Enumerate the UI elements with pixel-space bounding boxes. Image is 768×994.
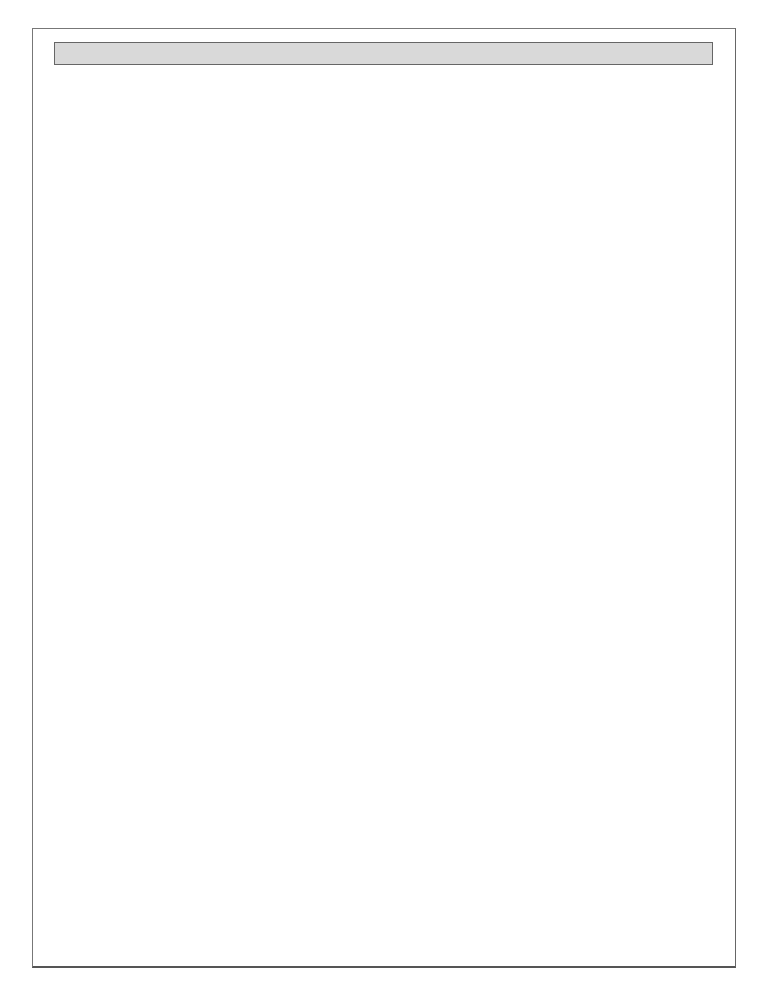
page-frame	[32, 28, 736, 968]
page-title	[54, 42, 713, 65]
